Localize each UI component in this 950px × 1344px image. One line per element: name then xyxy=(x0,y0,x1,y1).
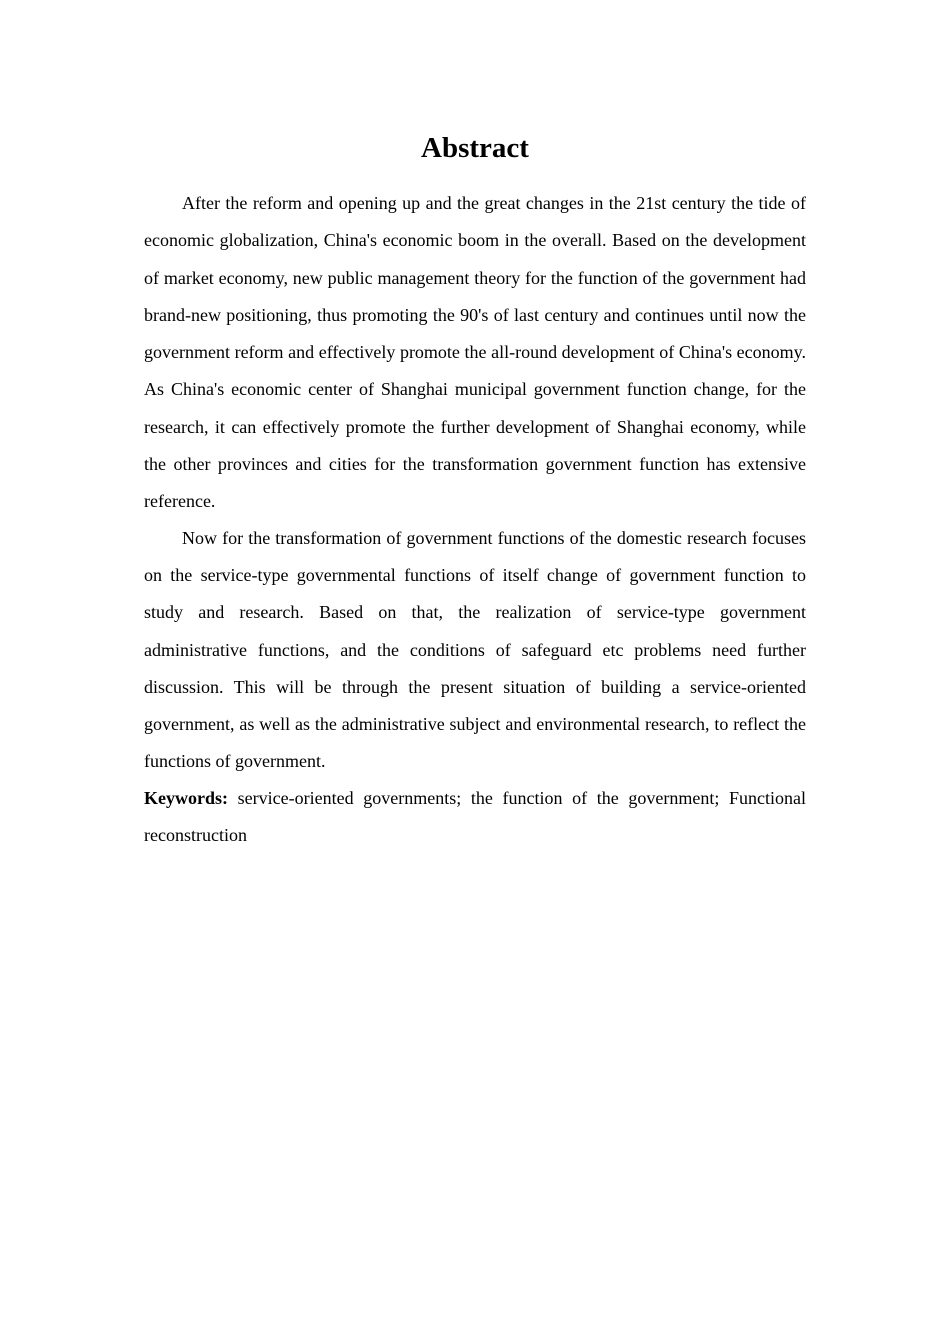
keywords-text: service-oriented governments; the function of the government; Functional reconstruction xyxy=(144,787,806,846)
abstract-title: Abstract xyxy=(421,132,529,164)
abstract-paragraph-2: Now for the transformation of government functions of the domestic research focuses on the service-type governmental functions of itself change of government function to study and research. Based on that, the realization of service-type government administrative functions, and the conditions of safeguard etc problems need further discussion. This will be through the present situation of building a service-oriented government, as well as the administrative subject and environmental research, to reflect the functions of government. xyxy=(144,527,806,772)
keywords-line xyxy=(144,780,806,855)
abstract-paragraph-1: After the reform and opening up and the great changes in the 21st century the tide of economic globalization, China's economic boom in the overall. Based on the development of market economy, new public management theory for the function of the government had brand-new positioning, thus promoting the 90's of last century and continues until now the government reform and effectively promote the all-round development of China's economy. As China's economic center of Shanghai municipal government function change, for the research, it can effectively promote the further development of Shanghai economy, while the other provinces and cities for the transformation government function has extensive reference. xyxy=(144,193,806,512)
keywords-label: Keywords: xyxy=(144,787,228,808)
abstract-section xyxy=(144,128,806,854)
